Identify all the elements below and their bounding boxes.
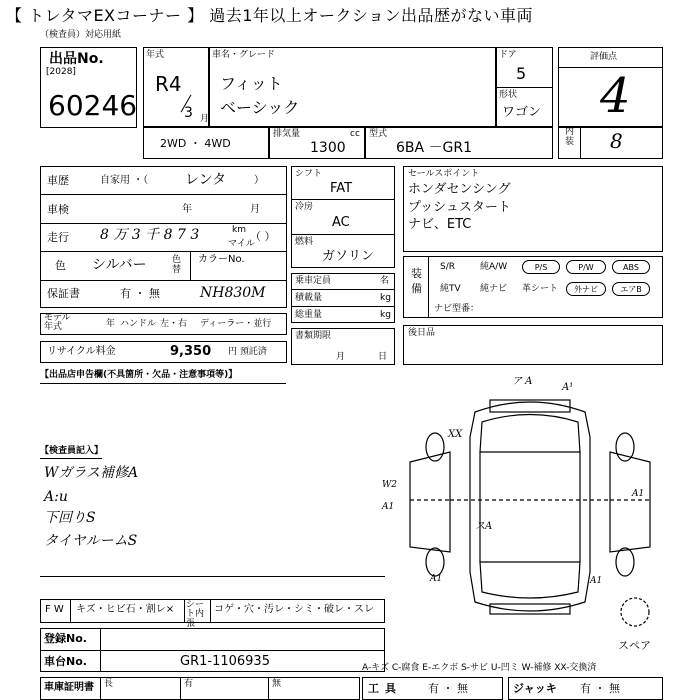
- equipment-label: 装備: [411, 267, 422, 296]
- name-label: 車名・グレード: [212, 50, 276, 60]
- equip-abs: ABS: [612, 260, 650, 274]
- door-label: ドア: [499, 50, 517, 60]
- displacement-label: 排気量: [273, 129, 301, 139]
- diagram-mark-3: XX: [448, 429, 463, 440]
- equip-pw: P/W: [566, 260, 606, 274]
- spare-label: スペア: [618, 639, 651, 652]
- equip-airbag: エアB: [612, 282, 650, 296]
- year-label: 年式: [146, 50, 165, 60]
- inspector-line-3: 下回りS: [44, 510, 96, 526]
- inspector-line-1: Wガラス補修A: [44, 465, 139, 481]
- inspector-line-2: A:u: [44, 489, 68, 505]
- warranty-label: 保証書: [47, 287, 80, 300]
- handle-label: ハンドル: [120, 319, 157, 329]
- score-value: 4: [600, 68, 631, 124]
- history-options: 自家用 ・（: [100, 175, 149, 186]
- lot-number: 60246: [48, 89, 138, 122]
- banner: [0, 0, 700, 34]
- year-value: R4: [155, 72, 182, 96]
- recycle-value: 9,350: [170, 344, 212, 359]
- shift-value: FAT: [330, 181, 353, 196]
- lot-label: 出品No.: [49, 51, 104, 67]
- diagram-mark-6: スA: [475, 521, 493, 532]
- top-note: （検査員）対応用紙: [40, 30, 122, 40]
- sales-line-3: ナビ、ETC: [408, 217, 472, 232]
- mileage-value: 8 万 3 千 8 7 3: [100, 227, 200, 243]
- ac-value: AC: [332, 215, 350, 230]
- diagram-mark-8: A1: [430, 574, 443, 584]
- inspection-month: 月: [250, 204, 260, 215]
- diagram-mark-4: W2: [382, 480, 397, 490]
- month-unit: 月: [200, 114, 210, 124]
- load-unit: kg: [380, 293, 391, 303]
- recycle-unit: 円 預託済: [228, 347, 267, 357]
- inspector-line-4: タイヤルームS: [44, 533, 138, 549]
- nav-model-label: ナビ型番：: [434, 304, 480, 314]
- notes-box: [403, 325, 663, 365]
- model-year-label: モデル年式: [44, 313, 71, 333]
- cert-opt-yes: 有: [184, 679, 194, 689]
- recycle-label: リサイクル料金: [47, 346, 116, 357]
- lot-tag: [2028]: [46, 67, 76, 77]
- jack-label: ジャッキ: [513, 682, 557, 695]
- period-label: 書類期限: [295, 331, 332, 341]
- tools-value: 有 ・ 無: [428, 682, 468, 695]
- fw-text: キズ・ヒビ石・割レ×: [76, 604, 175, 615]
- history-close: ）: [254, 175, 264, 186]
- car-diagram: [390, 372, 670, 632]
- dealer-label: ディーラー・並行: [200, 319, 272, 329]
- equip-ps: P/S: [522, 260, 560, 274]
- dealer-report-label: 【出品店申告欄(不具箇所・欠品・注意事項等)】: [40, 370, 238, 380]
- color-label: 色: [55, 259, 66, 272]
- chassis-label: 車台No.: [44, 655, 87, 668]
- equip-sr: S/R: [440, 262, 455, 272]
- seat-text: コゲ・穴・汚レ・シミ・破レ・スレ: [214, 604, 374, 615]
- equip-navi: 純ナビ: [480, 284, 508, 294]
- history-label: 車歴: [47, 174, 69, 187]
- shape-label: 形状: [499, 90, 518, 100]
- score-label: 評価点: [590, 52, 618, 62]
- sales-line-1: ホンダセンシング: [408, 182, 511, 197]
- notes-label: 後日品: [408, 328, 436, 338]
- diagram-mark-9: A1: [590, 576, 603, 586]
- displacement-unit: cc: [350, 129, 360, 139]
- displacement-value: 1300: [310, 140, 346, 156]
- equip-aw: 純A/W: [480, 262, 508, 272]
- equip-tv: 純TV: [440, 284, 461, 294]
- car-name: フィット: [220, 74, 283, 93]
- seat-label: シート内張: [186, 600, 205, 629]
- banner-text: 【 トレタマEXコーナー 】 過去1年以上オークション出品歴がない車両: [6, 6, 534, 25]
- history-value: レンタ: [185, 172, 227, 188]
- sales-line-2: プッシュスタート: [408, 200, 511, 215]
- month-value: 3: [184, 105, 193, 121]
- inspection-year: 年: [182, 204, 192, 215]
- capacity-label: 乗車定員: [295, 276, 332, 286]
- mileage-paren: （ ）: [250, 230, 276, 243]
- diagram-mark-5: A1: [382, 502, 395, 512]
- gross-unit: kg: [380, 310, 391, 320]
- color-value: シルバー: [92, 257, 147, 273]
- cert-opt-long: 長: [104, 679, 114, 689]
- cert-label: 車庫証明書: [44, 682, 94, 693]
- gross-label: 総重量: [295, 310, 323, 320]
- color-change: 色替: [172, 255, 182, 275]
- inspector-label: 【検査員記入】: [40, 446, 104, 456]
- mileage-unit-mile: マイル: [228, 239, 255, 249]
- cert-opt-no: 無: [272, 679, 282, 689]
- fuel-value: ガソリン: [322, 249, 375, 264]
- load-label: 積載量: [295, 293, 323, 303]
- reg-label: 登録No.: [44, 632, 87, 645]
- interior-label: 内装: [565, 127, 575, 147]
- tools-label: 工具: [368, 682, 402, 695]
- door-value: 5: [516, 64, 527, 83]
- fw-label: F W: [45, 604, 64, 615]
- diagram-mark-1: ア A: [512, 376, 533, 387]
- period-day: 日: [378, 352, 388, 362]
- handle-value: 左・右: [160, 319, 188, 329]
- warranty-value: 有 ・ 無: [120, 287, 160, 300]
- drive: 2WD ・ 4WD: [160, 137, 231, 150]
- model-year-unit: 年: [106, 319, 116, 329]
- sales-label: セールスポイント: [408, 169, 480, 179]
- shift-label: シフト: [295, 169, 323, 179]
- model-value: 6BA －GR1: [396, 140, 473, 156]
- chassis-value: GR1-1106935: [180, 654, 270, 669]
- diagram-mark-2: A¹: [562, 382, 574, 393]
- model-label: 型式: [369, 129, 388, 139]
- period-month: 月: [336, 352, 346, 362]
- jack-value: 有 ・ 無: [580, 682, 620, 695]
- color-no-label: カラーNo.: [198, 254, 245, 265]
- ac-label: 冷房: [295, 202, 314, 212]
- grade: ベーシック: [220, 98, 300, 117]
- capacity-unit: 名: [380, 276, 390, 286]
- fuel-label: 燃料: [295, 237, 314, 247]
- mileage-unit-km: km: [232, 225, 246, 235]
- mileage-label: 走行: [47, 231, 69, 244]
- color-no-value: NH830M: [200, 285, 266, 301]
- interior-value: 8: [610, 129, 623, 153]
- shape-value: ワゴン: [502, 105, 542, 120]
- equip-ext-navi: 外ナビ: [566, 282, 606, 296]
- inspection-label: 車検: [47, 203, 69, 216]
- defect-legend: A-キズ C-腐食 E-エクボ S-サビ U-凹ミ W-補修 XX-交換済: [362, 663, 597, 673]
- equip-leather: 革シート: [522, 284, 559, 294]
- diagram-mark-7: A1: [632, 489, 645, 499]
